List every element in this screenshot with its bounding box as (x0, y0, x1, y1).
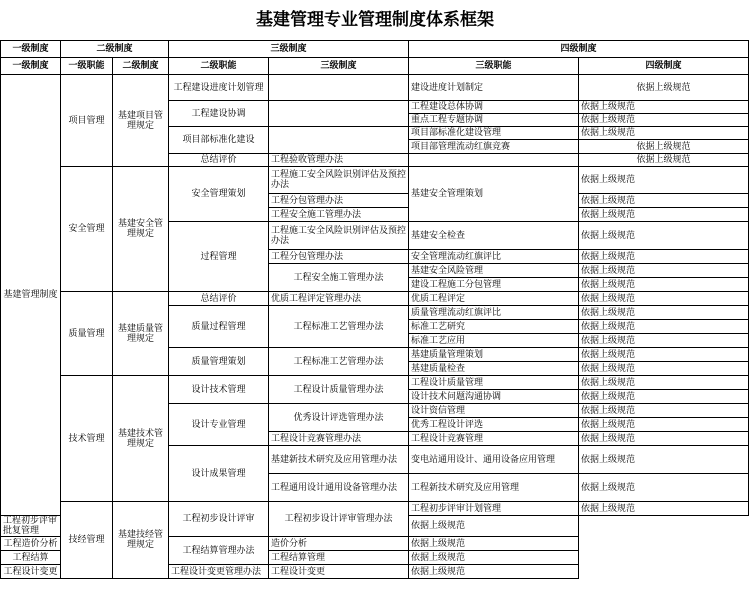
l3-duty-cell: 工程设计竞赛管理 (409, 432, 579, 446)
l4-system-cell: 依据上级规范 (579, 376, 749, 390)
l3-system-cell: 工程设计竞赛管理办法 (269, 432, 409, 446)
table-row (1, 75, 749, 101)
l3-system-cell: 基建新技术研究及应用管理办法 (269, 446, 409, 474)
subheader: 二级制度 (113, 58, 169, 75)
l2-duty-cell: 工程设计变更 (1, 565, 61, 579)
header-level1: 一级制度 (1, 41, 61, 58)
l2-duty-cell: 项目部标准化建设 (169, 127, 269, 154)
l2-duty-cell: 设计成果管理 (169, 446, 269, 502)
l2-system-cell: 基建项目管理规定 (113, 75, 169, 167)
l2-function-cell: 项目管理 (61, 75, 113, 167)
l2-function-cell: 安全管理 (61, 167, 113, 292)
l4-system-cell: 依据上级规范 (579, 390, 749, 404)
subheader: 一级制度 (1, 58, 61, 75)
l4-system-cell: 依据上级规范 (579, 432, 749, 446)
l4-system-cell: 依据上级规范 (409, 516, 579, 537)
l3-duty-cell: 基建安全风险管理 (409, 264, 579, 278)
l3-system-cell: 工程施工安全风险识别评估及预控办法 (269, 167, 409, 194)
l2-duty-cell: 设计技术管理 (169, 376, 269, 404)
l3-duty-cell: 基建安全管理策划 (409, 167, 579, 222)
l2-function-cell: 技术管理 (61, 376, 113, 502)
l4-system-cell: 依据上级规范 (579, 264, 749, 278)
l2-duty-cell: 安全管理策划 (169, 167, 269, 222)
l3-duty-cell (409, 154, 579, 167)
l3-duty-cell: 工程结算管理 (269, 551, 409, 565)
l3-duty-cell: 安全管理流动红旗评比 (409, 250, 579, 264)
l2-system-cell: 基建质量管理规定 (113, 292, 169, 376)
l3-system-cell: 工程验收管理办法 (269, 154, 409, 167)
l4-system-cell: 依据上级规范 (409, 551, 579, 565)
framework-table (0, 40, 749, 579)
l2-duty-cell: 工程结算 (1, 551, 61, 565)
l4-system-cell: 依据上级规范 (579, 362, 749, 376)
l4-system-cell: 依据上级规范 (579, 446, 749, 474)
l3-duty-cell: 标准工艺应用 (409, 334, 579, 348)
l2-duty-cell: 设计专业管理 (169, 404, 269, 446)
l4-system-cell: 依据上级规范 (579, 306, 749, 320)
l4-system-cell: 依据上级规范 (579, 114, 749, 127)
l4-system-cell: 依据上级规范 (579, 348, 749, 362)
l3-duty-cell: 设计资信管理 (409, 404, 579, 418)
l2-duty-cell: 工程造价分析 (1, 537, 61, 551)
l3-duty-cell: 标准工艺研究 (409, 320, 579, 334)
l2-function-cell: 质量管理 (61, 292, 113, 376)
table-row (1, 376, 749, 390)
l3-duty-cell: 重点工程专题协调 (409, 114, 579, 127)
l4-system-cell: 依据上级规范 (579, 140, 749, 154)
l2-duty-cell: 总结评价 (169, 154, 269, 167)
l4-system-cell: 依据上级规范 (579, 474, 749, 502)
l3-system-cell: 工程安全施工管理办法 (269, 264, 409, 292)
l3-duty-cell: 建设进度计划制定 (409, 75, 579, 101)
level1-cell: 基建管理制度 (1, 75, 61, 516)
l4-system-cell: 依据上级规范 (579, 418, 749, 432)
l3-duty-cell: 基建质量管理策划 (409, 348, 579, 362)
l3-duty-cell: 造价分析 (269, 537, 409, 551)
l3-duty-cell: 建设工程施工分包管理 (409, 278, 579, 292)
l3-duty-cell: 工程初步评审批复管理 (1, 516, 61, 537)
l3-system-cell: 工程结算管理办法 (169, 537, 269, 565)
header-row-1 (1, 41, 749, 58)
l2-duty-cell: 工程建设进度计划管理 (169, 75, 269, 101)
l3-duty-cell: 工程设计质量管理 (409, 376, 579, 390)
subheader: 三级职能 (409, 58, 579, 75)
l3-system-cell: 工程通用设计通用设备管理办法 (269, 474, 409, 502)
l3-duty-cell: 质量管理流动红旗评比 (409, 306, 579, 320)
l3-system-cell: 优质工程评定管理办法 (269, 292, 409, 306)
l2-duty-cell: 工程初步设计评审 (169, 502, 269, 537)
l3-system-cell: 工程初步设计评审管理办法 (269, 502, 409, 537)
l2-duty-cell: 总结评价 (169, 292, 269, 306)
l4-system-cell: 依据上级规范 (579, 222, 749, 250)
l4-system-cell: 依据上级规范 (579, 292, 749, 306)
l4-system-cell: 依据上级规范 (579, 320, 749, 334)
l3-system-cell (269, 75, 409, 101)
l3-system-cell: 工程安全施工管理办法 (269, 208, 409, 222)
l3-system-cell: 工程标准工艺管理办法 (269, 348, 409, 376)
l3-duty-cell: 工程设计变更 (269, 565, 409, 579)
l3-system-cell: 工程施工安全风险识别评估及预控办法 (269, 222, 409, 250)
l3-duty-cell: 基建安全检查 (409, 222, 579, 250)
l3-duty-cell: 项目部标准化建设管理 (409, 127, 579, 140)
table-row (1, 502, 749, 516)
l2-duty-cell: 质量管理策划 (169, 348, 269, 376)
l4-system-cell: 依据上级规范 (579, 502, 749, 516)
l3-duty-cell: 优质工程评定 (409, 292, 579, 306)
l3-duty-cell: 工程建设总体协调 (409, 101, 579, 114)
l3-duty-cell: 设计技术问题沟通协调 (409, 390, 579, 404)
l2-system-cell: 基建技术管理规定 (113, 376, 169, 502)
l3-system-cell: 工程分包管理办法 (269, 194, 409, 208)
l4-system-cell: 依据上级规范 (579, 208, 749, 222)
l3-duty-cell: 基建质量检查 (409, 362, 579, 376)
l3-system-cell: 优秀设计评选管理办法 (269, 404, 409, 432)
header-level3: 三级制度 (169, 41, 409, 58)
l3-system-cell: 工程分包管理办法 (269, 250, 409, 264)
l2-system-cell: 基建安全管理规定 (113, 167, 169, 292)
l3-system-cell: 工程设计变更管理办法 (169, 565, 269, 579)
subheader: 二级职能 (169, 58, 269, 75)
l4-system-cell: 依据上级规范 (579, 154, 749, 167)
table-row (1, 292, 749, 306)
l4-system-cell: 依据上级规范 (409, 537, 579, 551)
l4-system-cell: 依据上级规范 (579, 278, 749, 292)
l4-system-cell: 依据上级规范 (409, 565, 579, 579)
subheader: 一级职能 (61, 58, 113, 75)
l4-system-cell: 依据上级规范 (579, 75, 749, 101)
header-level2: 二级制度 (61, 41, 169, 58)
l2-function-cell: 技经管理 (61, 502, 113, 579)
l4-system-cell: 依据上级规范 (579, 250, 749, 264)
l3-system-cell (269, 127, 409, 154)
l4-system-cell: 依据上级规范 (579, 101, 749, 114)
l3-system-cell: 工程设计质量管理办法 (269, 376, 409, 404)
l3-duty-cell: 变电站通用设计、通用设备应用管理 (409, 446, 579, 474)
subheader: 三级制度 (269, 58, 409, 75)
l4-system-cell: 依据上级规范 (579, 167, 749, 194)
l3-duty-cell: 工程初步评审计划管理 (409, 502, 579, 516)
l4-system-cell: 依据上级规范 (579, 334, 749, 348)
l4-system-cell: 依据上级规范 (579, 127, 749, 140)
l4-system-cell: 依据上级规范 (579, 404, 749, 418)
l3-system-cell (269, 101, 409, 127)
l2-system-cell: 基建技经管理规定 (113, 502, 169, 579)
l3-duty-cell: 项目部管理流动红旗竞赛 (409, 140, 579, 154)
header-level4: 四级制度 (409, 41, 749, 58)
l2-duty-cell: 过程管理 (169, 222, 269, 292)
l2-duty-cell: 质量过程管理 (169, 306, 269, 348)
table-row (1, 167, 749, 194)
l3-system-cell: 工程标准工艺管理办法 (269, 306, 409, 348)
page-title: 基建管理专业管理制度体系框架 (256, 10, 494, 30)
l3-duty-cell: 优秀工程设计评选 (409, 418, 579, 432)
subheader: 四级制度 (579, 58, 749, 75)
l3-duty-cell: 工程新技术研究及应用管理 (409, 474, 579, 502)
header-row-2 (1, 58, 749, 75)
l4-system-cell: 依据上级规范 (579, 194, 749, 208)
l2-duty-cell: 工程建设协调 (169, 101, 269, 127)
